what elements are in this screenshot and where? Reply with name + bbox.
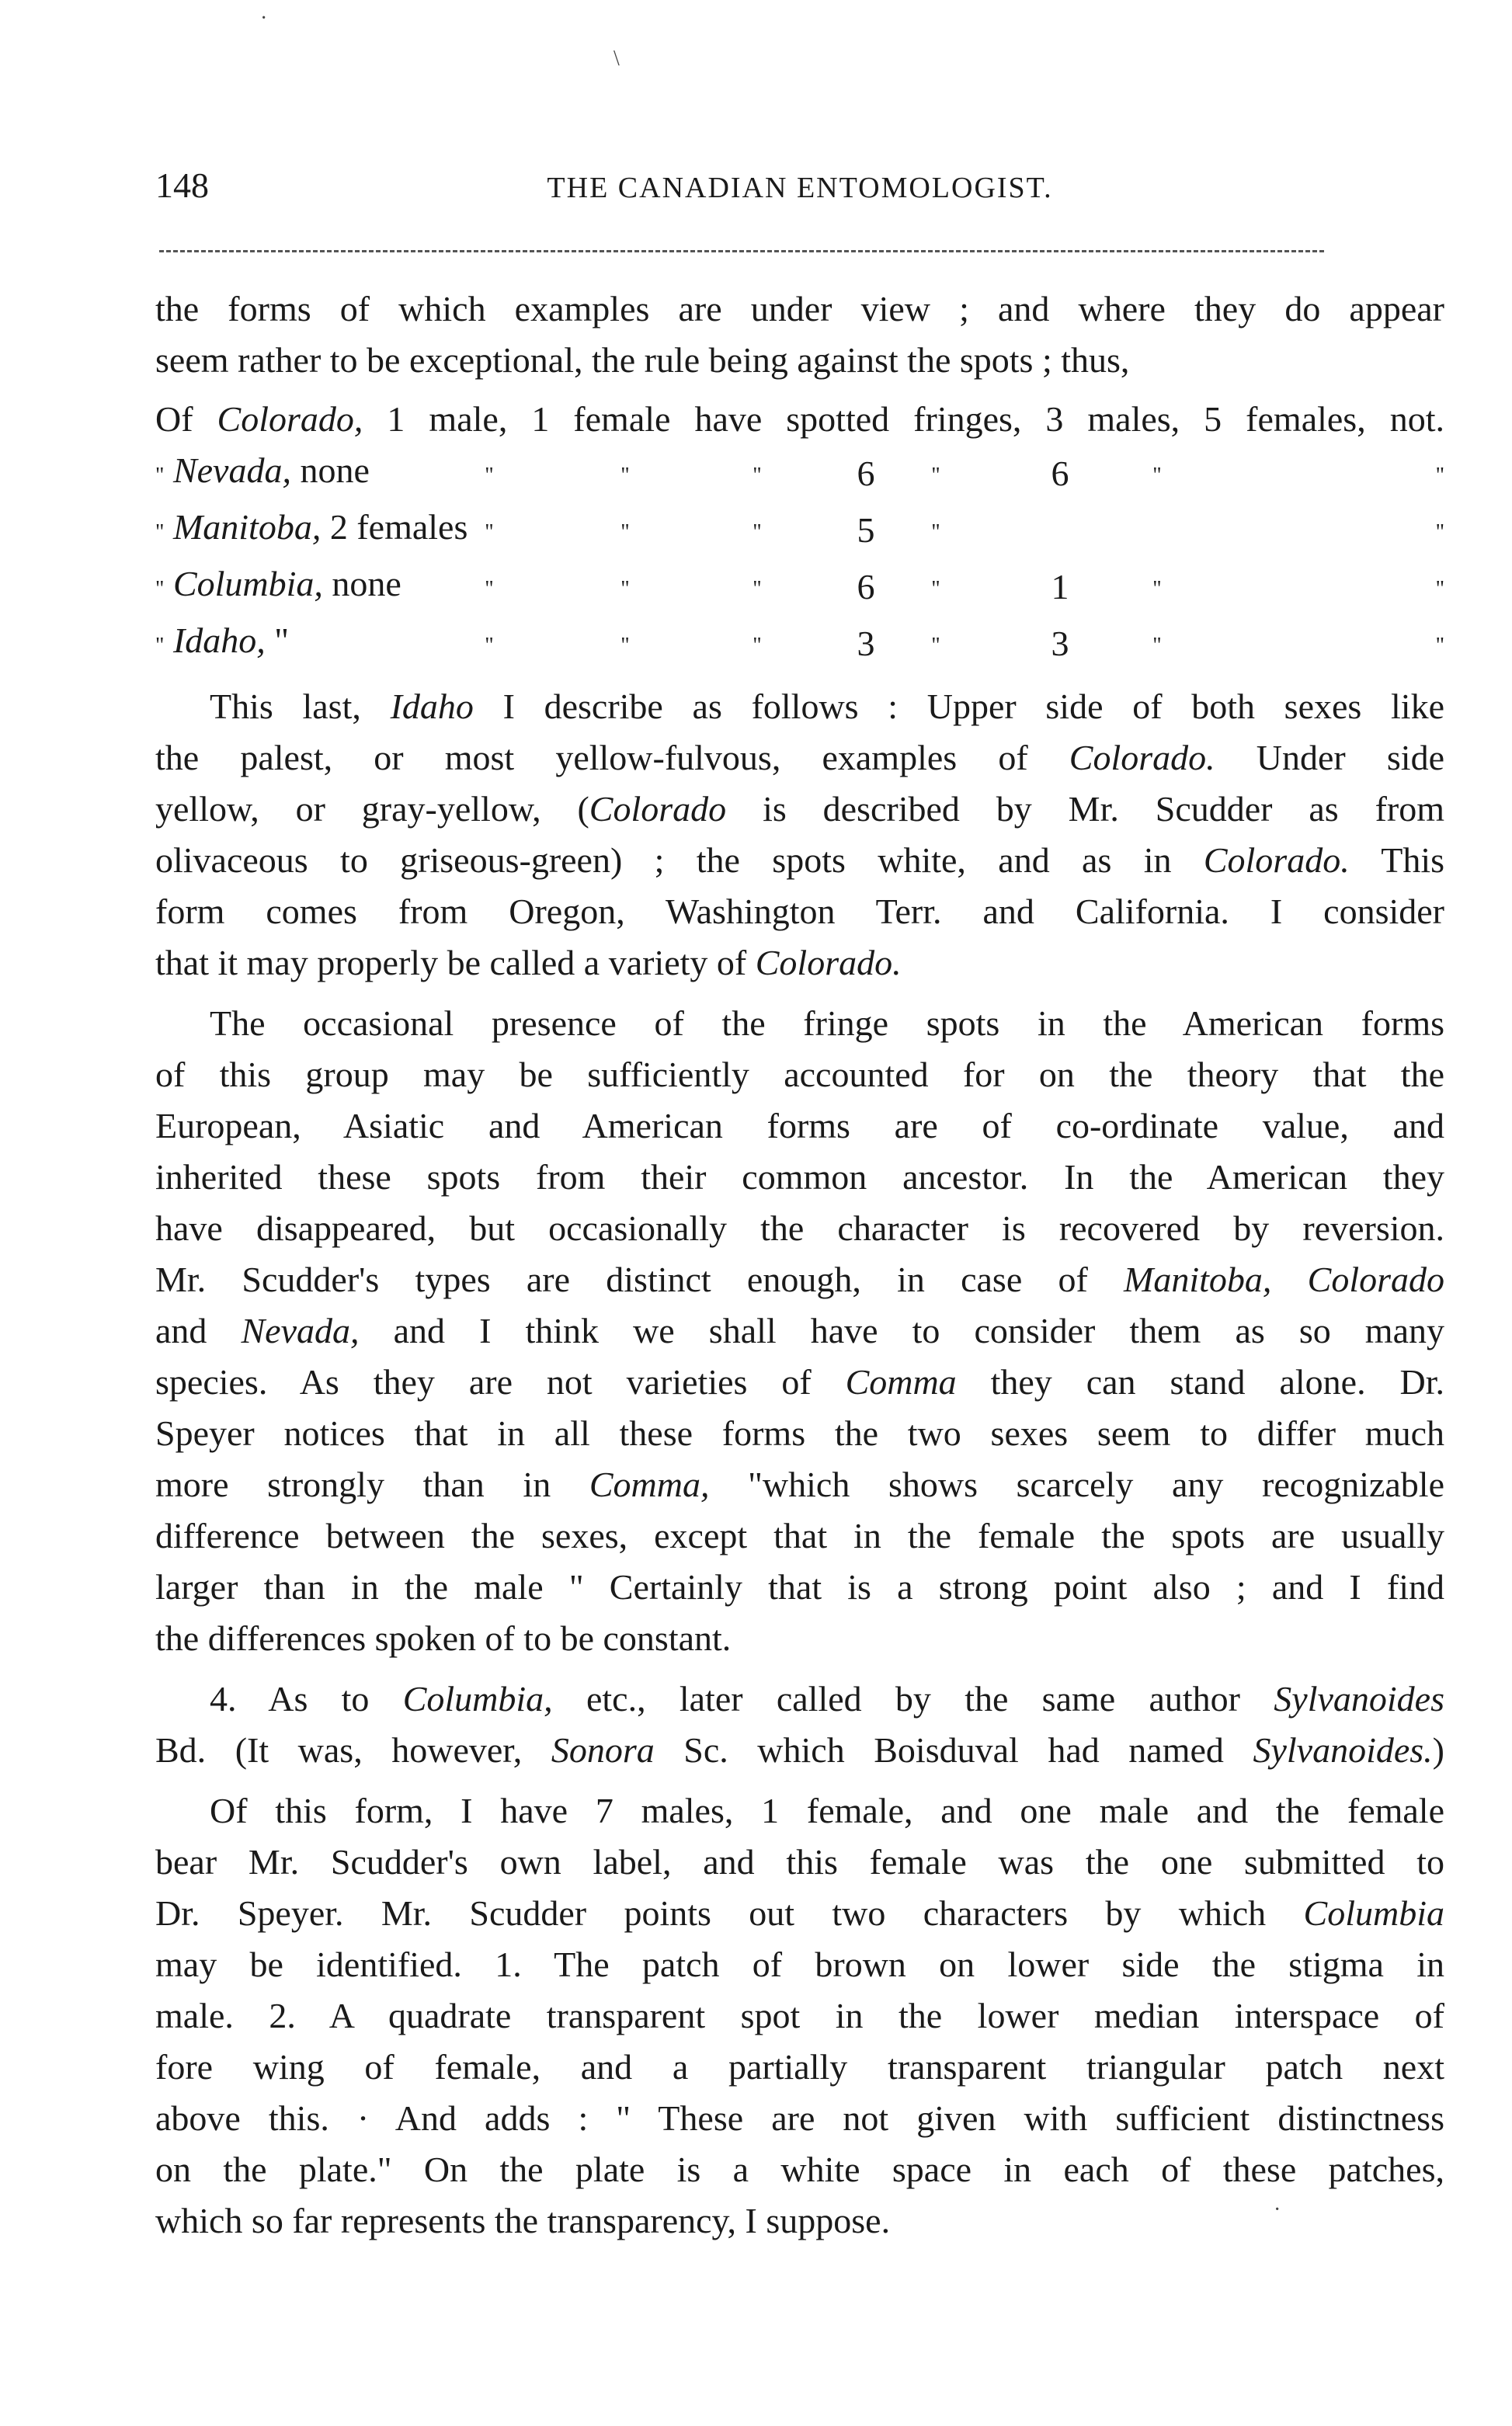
text-line: The occasional presence of the fringe spots in the American forms	[210, 1003, 1444, 1043]
row-label: " Columbia, none	[155, 564, 401, 603]
text-line: form comes from Oregon, Washington Terr. and California. I consider	[155, 892, 1444, 931]
text-line: Speyer notices that in all these forms the two sexes seem to differ much	[155, 1413, 1444, 1453]
scan-speck: ·	[260, 6, 268, 30]
spacer	[155, 386, 1444, 394]
female-count: 3	[1051, 623, 1069, 663]
body-text	[155, 283, 1444, 2247]
ditto-mark: "	[620, 634, 630, 658]
ditto-mark: "	[753, 634, 762, 658]
spacer	[963, 502, 1017, 558]
running-title: THE CANADIAN ENTOMOLOGIST.	[547, 172, 1053, 204]
text-line: above this. · And adds : " These are not given with sufficient distinctness	[155, 2098, 1444, 2138]
scan-speck: \	[613, 47, 620, 71]
row-label: " Manitoba, 2 females	[155, 507, 468, 547]
text-line: the palest, or most yellow-fulvous, examples of Colorado. Under side	[155, 738, 1444, 777]
page-header	[155, 165, 1444, 211]
table-row	[155, 615, 1444, 672]
text-line: that it may properly be called a variety of Colorado.	[155, 943, 902, 982]
table-first-line: Of Colorado, 1 male, 1 female have spotted fringes, 3 males, 5 females, not.	[155, 399, 1444, 439]
text-line: olivaceous to griseous-green) ; the spots white, and as in Colorado. This	[155, 840, 1444, 880]
female-count	[1017, 502, 1103, 558]
text-line: male. 2. A quadrate transparent spot in the lower median interspace of	[155, 1996, 1444, 2035]
text-line: species. As they are not varieties of Comma they can stand alone. Dr.	[155, 1362, 1444, 1402]
text-line: which so far represents the transparency, I suppose.	[155, 2201, 891, 2240]
text-line: the forms of which examples are under view ; and where they do appear	[155, 289, 1444, 328]
text-line: Mr. Scudder's types are distinct enough, in case of Manitoba, Colorado	[155, 1260, 1445, 1299]
male-count: 3	[857, 623, 875, 663]
ditto-mark: "	[620, 577, 630, 601]
text-line: yellow, or gray-yellow, (Colorado is described by Mr. Scudder as from	[155, 789, 1444, 829]
ditto-mark: "	[620, 464, 630, 488]
ditto-mark: "	[485, 464, 494, 488]
table-row	[155, 558, 1444, 615]
ditto-mark: "	[485, 577, 494, 601]
text-line: of this group may be sufficiently accounted for on the theory that the	[155, 1055, 1444, 1094]
ditto-mark: "	[1435, 634, 1444, 658]
table-row	[155, 445, 1444, 502]
text-line: fore wing of female, and a partially transparent triangular patch next	[155, 2047, 1444, 2087]
row-label: " Nevada, none	[155, 450, 370, 490]
ditto-mark: "	[1152, 577, 1162, 601]
text-line: difference between the sexes, except that in the female the spots are usually	[155, 1516, 1444, 1555]
spacer	[963, 558, 1017, 615]
text-line: larger than in the male " Certainly that is a strong point also ; and I find	[155, 1567, 1444, 1607]
text-line: bear Mr. Scudder's own label, and this female was the one submitted to	[155, 1842, 1444, 1882]
text-line: European, Asiatic and American forms are of co-ordinate value, and	[155, 1106, 1444, 1145]
spacer	[963, 445, 1017, 502]
ditto-mark: "	[931, 577, 940, 601]
male-count: 6	[857, 453, 875, 493]
ditto-mark: "	[1435, 464, 1444, 488]
text-line: the differences spoken of to be constant.	[155, 1618, 732, 1658]
male-count: 5	[857, 509, 875, 550]
text-line: Bd. (It was, however, Sonora Sc. which Boisduval had named Sylvanoides.)	[155, 1730, 1444, 1770]
text-line: Of this form, I have 7 males, 1 female, and one male and the female	[210, 1791, 1444, 1830]
male-count: 6	[857, 566, 875, 606]
text-line: more strongly than in Comma, "which shows scarcely any recognizable	[155, 1465, 1445, 1504]
text-line: inherited these spots from their common ancestor. In the American they	[155, 1157, 1444, 1197]
text-line: and Nevada, and I think we shall have to consider them as so many	[155, 1311, 1445, 1350]
row-label: " Idaho, "	[155, 620, 290, 660]
ditto-mark: "	[1435, 520, 1444, 544]
specimen-table	[155, 445, 1444, 672]
text-line: 4. As to Columbia, etc., later called by the same author Sylvanoides	[210, 1679, 1444, 1719]
ditto-mark: "	[620, 520, 630, 544]
page-number: 148	[155, 165, 209, 205]
table-row	[155, 502, 1444, 558]
ditto-mark: "	[753, 520, 762, 544]
text-line: have disappeared, but occasionally the character is recovered by reversion.	[155, 1208, 1444, 1248]
scan-speck: ·	[1274, 2198, 1281, 2222]
female-count: 1	[1051, 566, 1069, 606]
ditto-mark: "	[931, 634, 940, 658]
ditto-mark: "	[1152, 634, 1162, 658]
header-rule	[159, 250, 1324, 252]
ditto-mark: "	[485, 520, 494, 544]
ditto-mark: "	[1152, 464, 1162, 488]
text-line: on the plate." On the plate is a white space in each of these patches,	[155, 2150, 1444, 2189]
text-line: may be identified. 1. The patch of brown on lower side the stigma in	[155, 1945, 1444, 1984]
ditto-mark: "	[931, 520, 940, 544]
ditto-mark: "	[1435, 577, 1444, 601]
ditto-mark: "	[931, 464, 940, 488]
text-line: seem rather to be exceptional, the rule being against the spots ; thus,	[155, 340, 1130, 380]
ditto-mark	[1103, 502, 1211, 558]
female-count: 6	[1051, 453, 1069, 493]
text-line: This last, Idaho I describe as follows : Upper side of both sexes like	[210, 686, 1444, 726]
ditto-mark: "	[485, 634, 494, 658]
ditto-mark: "	[753, 577, 762, 601]
text-line: Dr. Speyer. Mr. Scudder points out two characters by which Columbia	[155, 1893, 1444, 1933]
spacer	[963, 615, 1017, 672]
ditto-mark: "	[753, 464, 762, 488]
